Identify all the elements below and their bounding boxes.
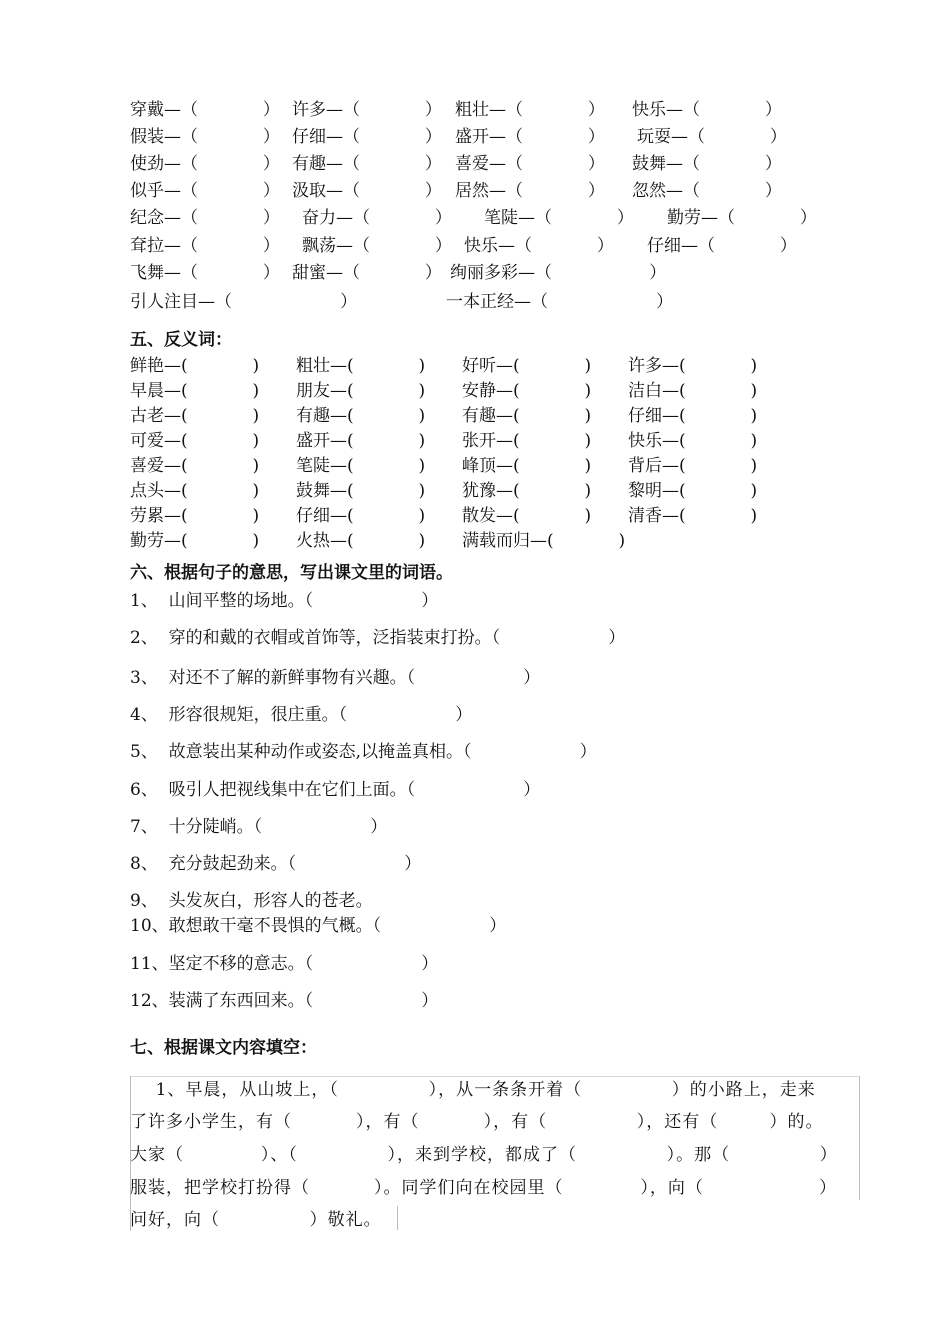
antonym-item: 安静—( ) (462, 381, 592, 401)
fill-line: 1、早晨，从山坡上，（ ），从一条条开着（ ）的小路上，走来 (130, 1080, 816, 1100)
section-title: 七、根据课文内容填空： (130, 1038, 317, 1058)
antonym-item: 洁白—( ) (628, 381, 758, 401)
meaning-item: 12、装满了东西回来。（ ） (130, 991, 439, 1011)
antonym-item: 好听—( ) (462, 356, 592, 376)
synonym-item: 鼓舞—（ ） (632, 154, 782, 174)
meaning-item: 1、 山间平整的场地。（ ） (130, 591, 439, 611)
meaning-item: 3、 对还不了解的新鲜事物有兴趣。（ ） (130, 668, 541, 688)
antonym-item: 犹豫—( ) (462, 481, 592, 501)
fill-line: 服装，把学校打扮得（ ）。同学们向在校园里（ ），向（ ） (130, 1178, 838, 1198)
synonym-item: 许多—（ ） (292, 100, 442, 120)
synonym-item: 粗壮—（ ） (455, 100, 605, 120)
antonym-item: 笔陡—( ) (296, 456, 426, 476)
antonym-item: 张开—( ) (462, 431, 592, 451)
synonym-item: 勤劳—（ ） (667, 208, 817, 228)
fill-line: 大家（ ）、（ ），来到学校，都成了（ ）。那（ ） (130, 1145, 838, 1165)
antonym-item: 朋友—( ) (296, 381, 426, 401)
text-frame-right (859, 1076, 860, 1200)
synonym-item: 忽然—（ ） (632, 181, 782, 201)
synonym-item: 耷拉—（ ） (130, 236, 280, 256)
antonym-item: 有趣—( ) (296, 406, 426, 426)
antonym-item: 仔细—( ) (296, 506, 426, 526)
synonym-item: 有趣—（ ） (292, 154, 442, 174)
antonym-item: 盛开—( ) (296, 431, 426, 451)
antonym-item: 粗壮—( ) (296, 356, 426, 376)
text-frame-top (130, 1076, 860, 1077)
synonym-item: 快乐—（ ） (632, 100, 782, 120)
synonym-item: 快乐—（ ） (464, 236, 614, 256)
synonym-item: 喜爱—（ ） (455, 154, 605, 174)
synonym-item: 笔陡—（ ） (484, 208, 634, 228)
antonym-item: 仔细—( ) (628, 406, 758, 426)
synonym-item: 玩耍—（ ） (637, 127, 787, 147)
antonym-item: 快乐—( ) (628, 431, 758, 451)
meaning-item: 10、敢想敢干毫不畏惧的气概。（ ） (130, 916, 507, 936)
antonym-item: 有趣—( ) (462, 406, 592, 426)
synonym-item: 仔细—（ ） (647, 236, 797, 256)
antonym-item: 峰顶—( ) (462, 456, 592, 476)
synonym-item: 引人注目—（ ） (130, 292, 358, 312)
synonym-item: 穿戴—（ ） (130, 100, 280, 120)
antonym-item: 火热—( ) (296, 531, 426, 551)
meaning-item: 9、 头发灰白，形容人的苍老。 (130, 891, 373, 911)
synonym-item: 一本正经—（ ） (446, 292, 674, 312)
synonym-item: 仔细—（ ） (292, 127, 442, 147)
synonym-item: 飘荡—（ ） (302, 236, 452, 256)
synonym-item: 绚丽多彩—（ ） (450, 263, 667, 283)
antonym-item: 点头—( ) (130, 481, 260, 501)
antonym-item: 勤劳—( ) (130, 531, 260, 551)
antonym-item: 古老—( ) (130, 406, 260, 426)
antonym-item: 可爱—( ) (130, 431, 260, 451)
meaning-item: 5、 故意装出某种动作或姿态,以掩盖真相。（ ） (130, 742, 597, 762)
section-title: 五、反义词： (130, 330, 232, 350)
antonym-item: 早晨—( ) (130, 381, 260, 401)
fill-line: 了许多小学生，有（ ），有（ ），有（ ），还有（ ）的。 (130, 1112, 824, 1132)
antonym-item: 清香—( ) (628, 506, 758, 526)
antonym-item: 满载而归—( ) (462, 531, 626, 551)
antonym-item: 散发—( ) (462, 506, 592, 526)
antonym-item: 鲜艳—( ) (130, 356, 260, 376)
meaning-item: 7、 十分陡峭。（ ） (130, 817, 388, 837)
synonym-item: 奋力—（ ） (302, 208, 452, 228)
synonym-item: 甜蜜—（ ） (292, 263, 442, 283)
antonym-item: 喜爱—( ) (130, 456, 260, 476)
meaning-item: 8、 充分鼓起劲来。（ ） (130, 854, 422, 874)
fill-line: 问好，向（ ）敬礼。 (130, 1210, 382, 1230)
antonym-item: 背后—( ) (628, 456, 758, 476)
synonym-item: 盛开—（ ） (455, 127, 605, 147)
synonym-item: 似乎—（ ） (130, 181, 280, 201)
meaning-item: 6、 吸引人把视线集中在它们上面。（ ） (130, 780, 541, 800)
antonym-item: 劳累—( ) (130, 506, 260, 526)
synonym-item: 使劲—（ ） (130, 154, 280, 174)
section-title: 六、根据句子的意思，写出课文里的词语。 (130, 563, 453, 583)
meaning-item: 2、 穿的和戴的衣帽或首饰等，泛指装束打扮。（ ） (130, 628, 626, 648)
antonym-item: 鼓舞—( ) (296, 481, 426, 501)
synonym-item: 汲取—（ ） (292, 181, 442, 201)
meaning-item: 4、 形容很规矩，很庄重。（ ） (130, 705, 473, 725)
text-frame-end (397, 1206, 398, 1230)
synonym-item: 假装—（ ） (130, 127, 280, 147)
antonym-item: 黎明—( ) (628, 481, 758, 501)
synonym-item: 纪念—（ ） (130, 208, 280, 228)
meaning-item: 11、坚定不移的意志。（ ） (130, 954, 439, 974)
synonym-item: 飞舞—（ ） (130, 263, 280, 283)
antonym-item: 许多—( ) (628, 356, 758, 376)
synonym-item: 居然—（ ） (455, 181, 605, 201)
